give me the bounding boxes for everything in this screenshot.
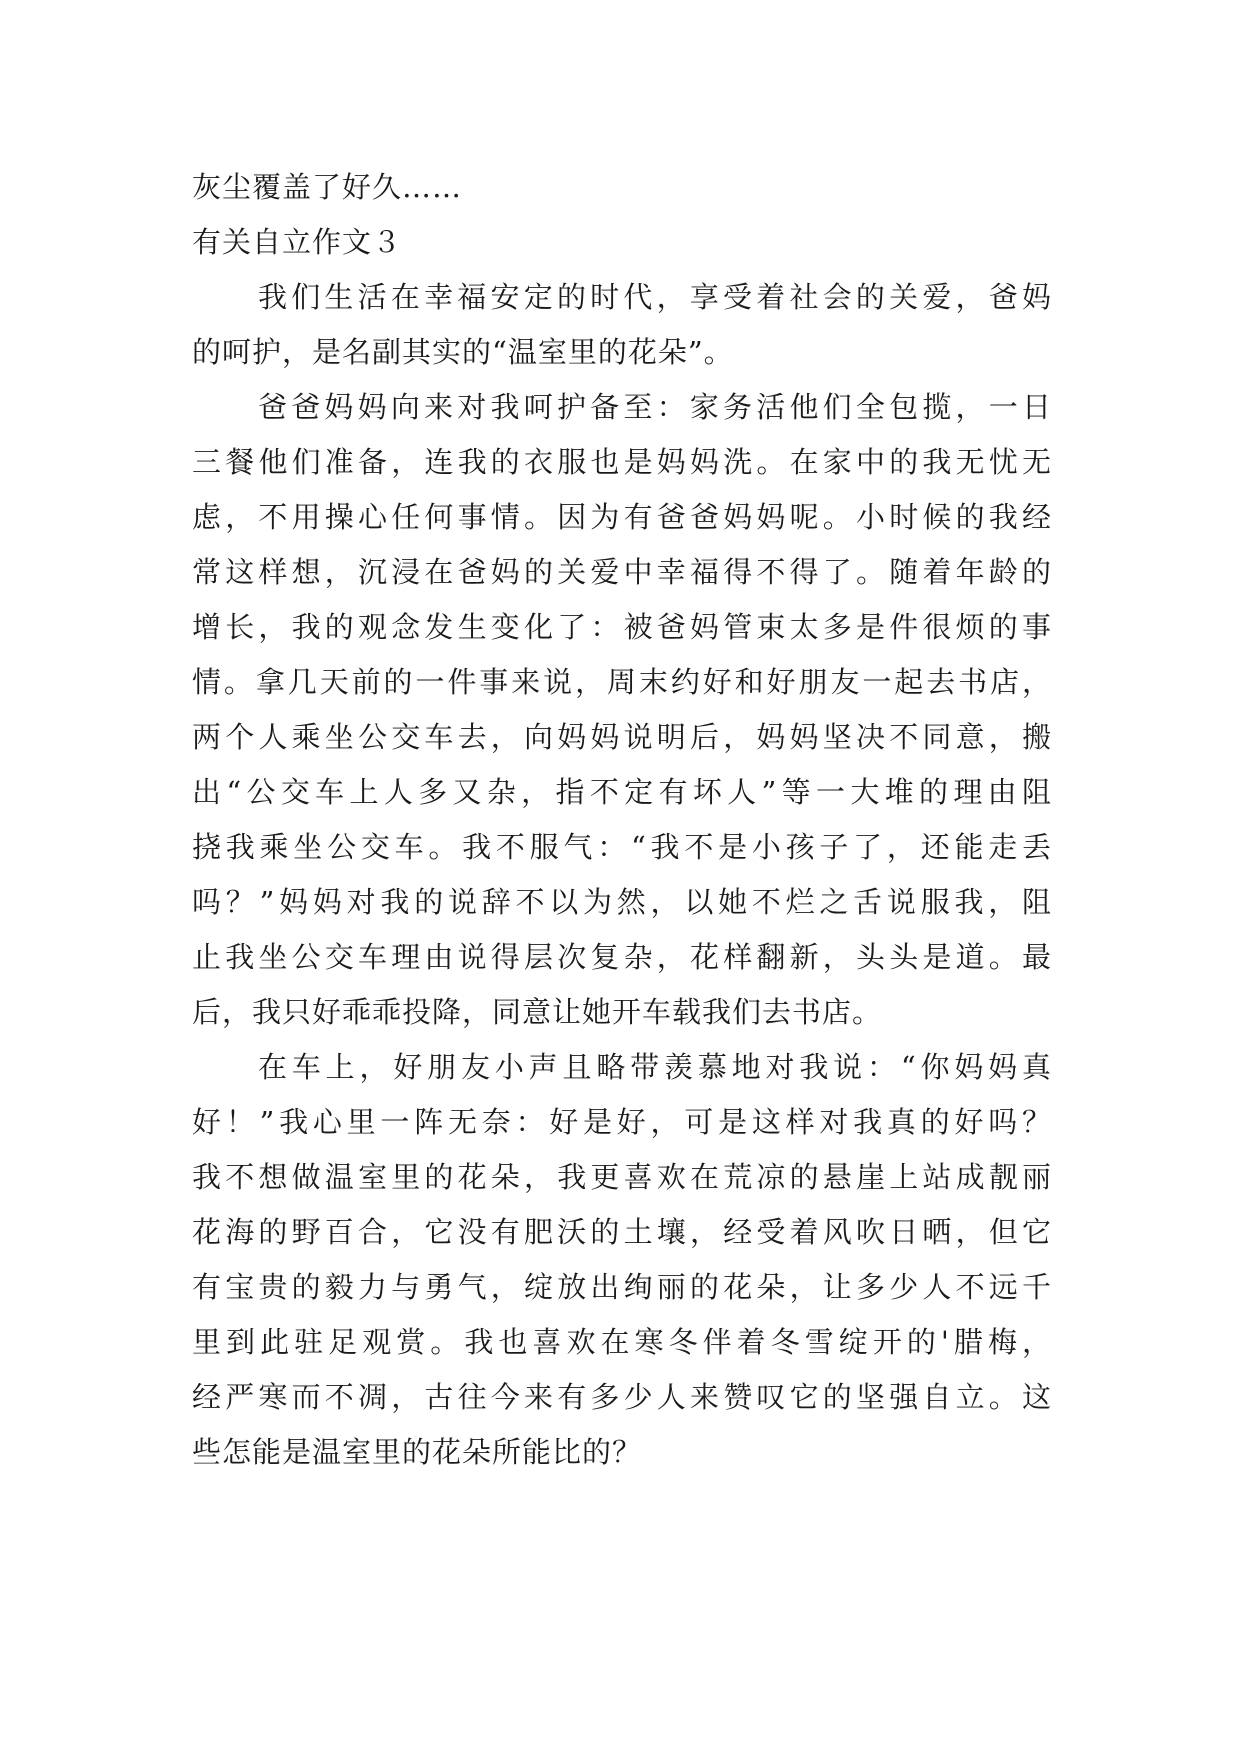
paragraph-line: 好！”我心里一阵无奈：好是好，可是这样对我真的好吗？ (192, 1105, 1052, 1139)
paragraph (192, 270, 1052, 380)
paragraph (192, 380, 1052, 1040)
paragraph-line: 虑，不用操心任何事情。因为有爸爸妈妈呢。小时候的我经 (192, 500, 1052, 534)
paragraph-line: 止我坐公交车理由说得层次复杂，花样翻新，头头是道。最 (192, 940, 1052, 974)
paragraph (192, 1040, 1052, 1480)
paragraph-line: 里到此驻足观赏。我也喜欢在寒冬伴着冬雪绽开的'腊梅， (192, 1325, 1052, 1359)
paragraph-line: 我不想做温室里的花朵，我更喜欢在荒凉的悬崖上站成靓丽 (192, 1160, 1052, 1194)
paragraph-line: 有宝贵的毅力与勇气，绽放出绚丽的花朵，让多少人不远千 (192, 1270, 1052, 1304)
carryover-line: 灰尘覆盖了好久…… (192, 170, 463, 204)
paragraph-line: 吗？”妈妈对我的说辞不以为然，以她不烂之舌说服我，阻 (192, 885, 1052, 919)
paragraph-line: 后，我只好乖乖投降，同意让她开车载我们去书店。 (192, 995, 883, 1029)
paragraph-line: 经严寒而不凋，古往今来有多少人来赞叹它的坚强自立。这 (192, 1380, 1052, 1414)
paragraph-line: 三餐他们准备，连我的衣服也是妈妈洗。在家中的我无忧无 (192, 445, 1052, 479)
paragraph-line: 爸爸妈妈向来对我呵护备至：家务活他们全包揽，一日 (258, 390, 1052, 424)
paragraph-line: 我们生活在幸福安定的时代，享受着社会的关爱，爸妈 (258, 280, 1052, 314)
essay-body (192, 270, 1052, 1480)
document-page (192, 160, 1052, 1480)
paragraph-line: 花海的野百合，它没有肥沃的土壤，经受着风吹日晒，但它 (192, 1215, 1052, 1249)
paragraph-line: 出“公交车上人多又杂，指不定有坏人”等一大堆的理由阻 (192, 775, 1052, 809)
paragraph-line: 在车上，好朋友小声且略带羡慕地对我说：“你妈妈真 (258, 1050, 1052, 1084)
paragraph-line: 挠我乘坐公交车。我不服气：“我不是小孩子了，还能走丢 (192, 830, 1052, 864)
paragraph-line: 些怎能是温室里的花朵所能比的？ (192, 1435, 643, 1469)
paragraph-line: 两个人乘坐公交车去，向妈妈说明后，妈妈坚决不同意，搬 (192, 720, 1052, 754)
paragraph-line: 增长，我的观念发生变化了：被爸妈管束太多是件很烦的事 (192, 610, 1052, 644)
paragraph-line: 的呵护，是名副其实的“温室里的花朵”。 (192, 335, 734, 369)
essay-heading: 有关自立作文３ (192, 225, 403, 259)
paragraph-line: 情。拿几天前的一件事来说，周末约好和好朋友一起去书店， (192, 665, 1052, 699)
paragraph-line: 常这样想，沉浸在爸妈的关爱中幸福得不得了。随着年龄的 (192, 555, 1052, 589)
